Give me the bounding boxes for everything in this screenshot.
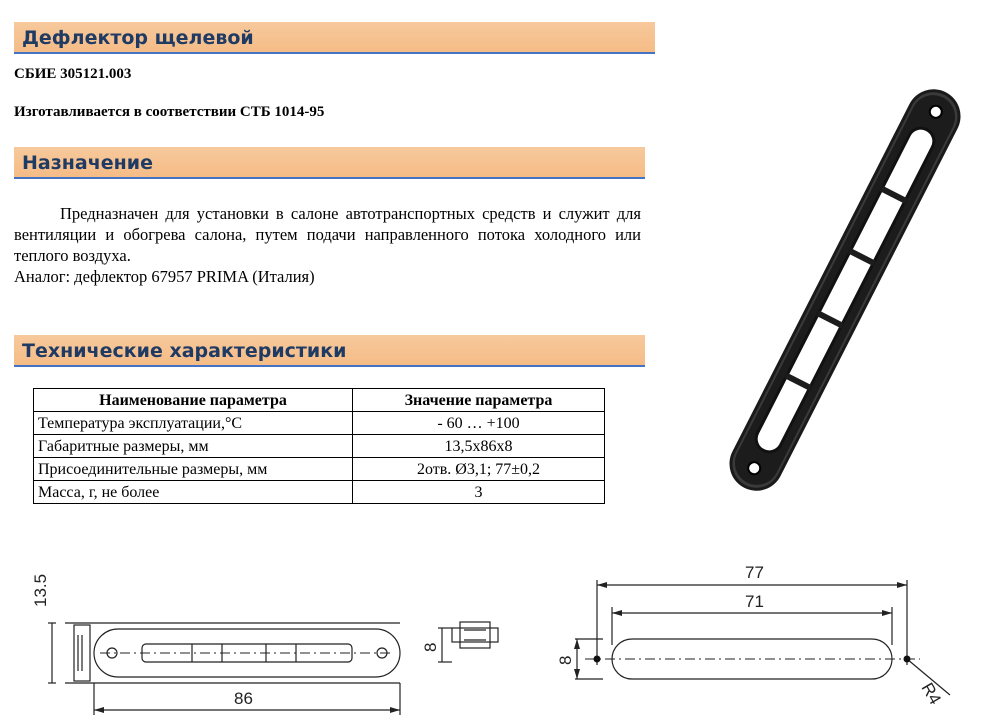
specs-heading: Технические характеристики bbox=[22, 340, 347, 362]
param-name: Температура эксплуатации,°С bbox=[34, 412, 353, 435]
param-value: - 60 … +100 bbox=[353, 412, 605, 435]
drawing-front-view bbox=[20, 555, 405, 720]
dim-holes-label: 77 bbox=[745, 563, 764, 582]
column-header: Значение параметра bbox=[353, 389, 605, 412]
drawing-top-view bbox=[555, 555, 995, 720]
title-banner bbox=[14, 22, 655, 54]
param-name: Присоединительные размеры, мм bbox=[34, 458, 353, 481]
standard-reference: Изготавливается в соответствии СТБ 1014-95 bbox=[14, 104, 325, 120]
purpose-banner bbox=[14, 147, 645, 179]
specs-table bbox=[33, 388, 605, 504]
param-value: 2отв. Ø3,1; 77±0,2 bbox=[353, 458, 605, 481]
table-row bbox=[34, 435, 605, 458]
dim-thickness-label: 8 bbox=[421, 642, 440, 652]
product-photo bbox=[690, 55, 1000, 525]
document-code: СБИЕ 305121.003 bbox=[14, 66, 132, 82]
dim-radius-label: R4 bbox=[917, 679, 945, 708]
dim-slot-label: 71 bbox=[745, 592, 764, 611]
table-row bbox=[34, 458, 605, 481]
param-name: Масса, г, не более bbox=[34, 481, 353, 504]
purpose-text: Предназначен для установки в салоне автотранспортных средств и служит для вентиляции и обогрева салона, путем подачи направленного потока холодного или теплого воздуха. bbox=[14, 204, 641, 265]
param-value: 3 bbox=[353, 481, 605, 504]
specs-banner bbox=[14, 335, 645, 367]
column-header: Наименование параметра bbox=[34, 389, 353, 412]
param-name: Габаритные размеры, мм bbox=[34, 435, 353, 458]
page-title: Дефлектор щелевой bbox=[22, 27, 254, 49]
table-row bbox=[34, 412, 605, 435]
table-header-row bbox=[34, 389, 605, 412]
dim-width-label: 8 bbox=[556, 655, 575, 665]
param-value: 13,5х86х8 bbox=[353, 435, 605, 458]
drawing-side-view bbox=[412, 600, 512, 680]
purpose-paragraph bbox=[14, 203, 641, 287]
table-row bbox=[34, 481, 605, 504]
purpose-heading: Назначение bbox=[22, 152, 153, 174]
analog-text: Аналог: дефлектор 67957 PRIMA (Италия) bbox=[14, 267, 315, 286]
dim-length-label: 86 bbox=[234, 689, 253, 708]
dim-height-label: 13.5 bbox=[31, 573, 50, 607]
